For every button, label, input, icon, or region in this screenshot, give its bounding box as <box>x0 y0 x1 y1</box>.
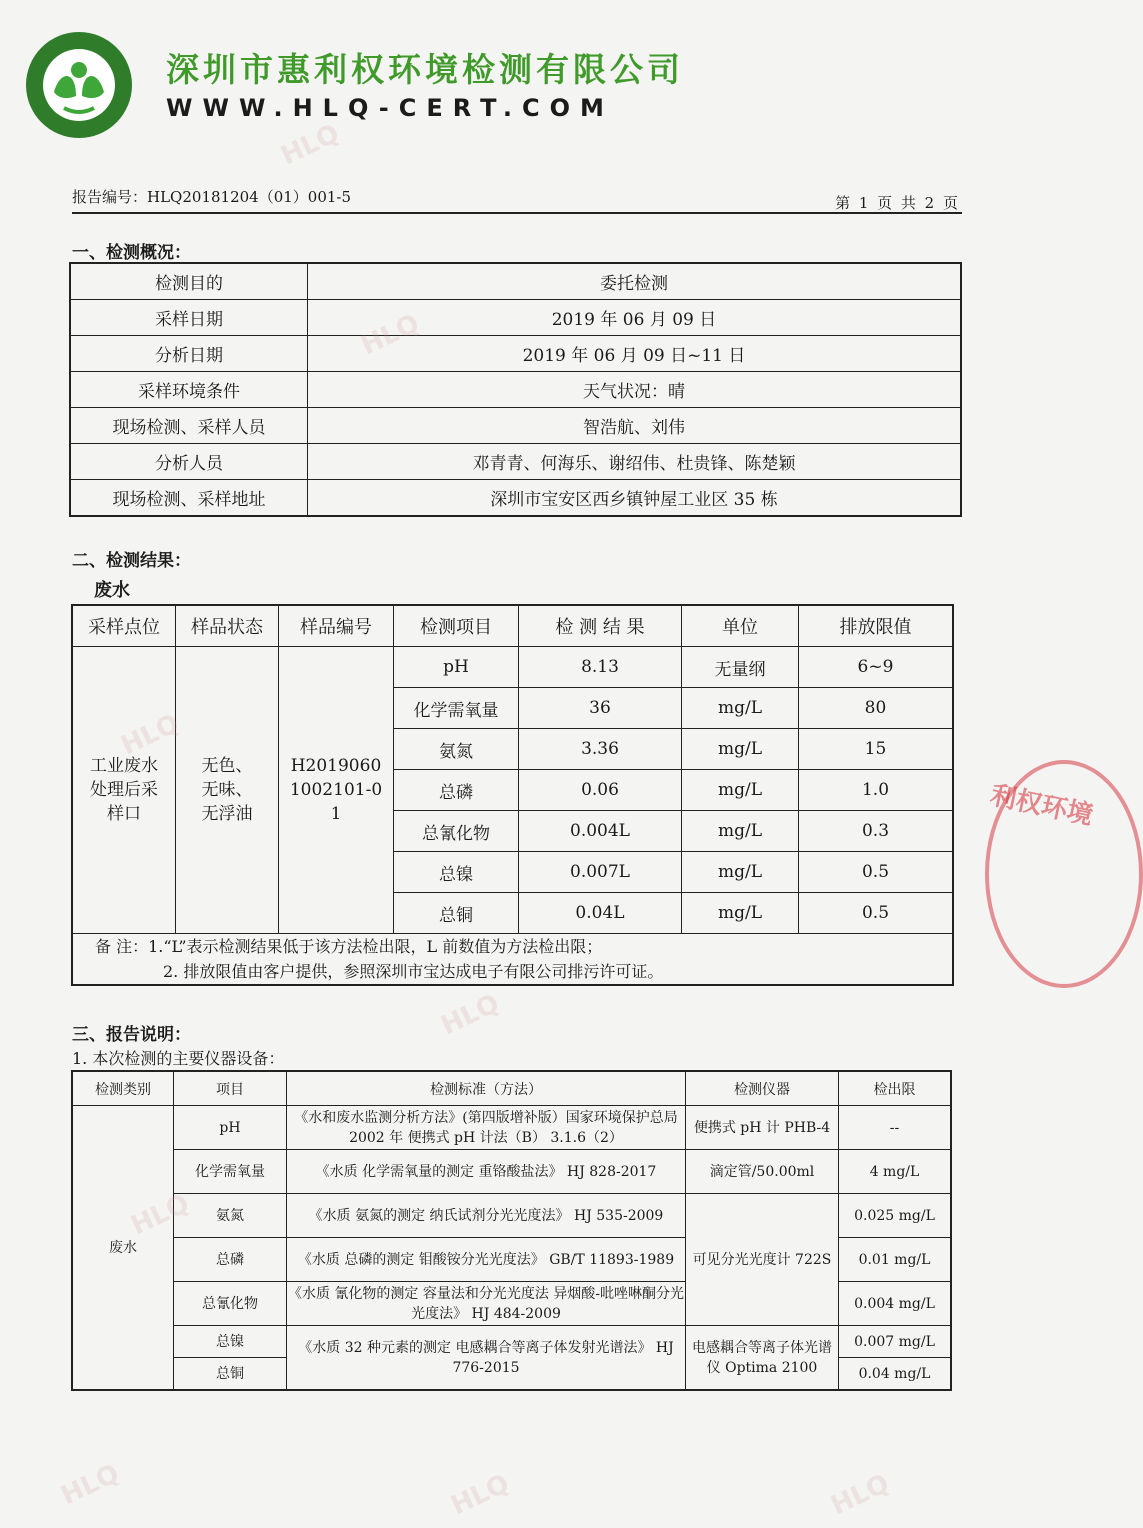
test-result: 0.007L <box>519 852 682 893</box>
test-item: 总磷 <box>174 1238 287 1282</box>
test-unit: 无量纲 <box>682 647 799 688</box>
watermark: HLQ <box>126 1188 194 1242</box>
table-row <box>72 1194 951 1238</box>
row-key: 分析日期 <box>70 336 308 372</box>
test-result: 8.13 <box>519 647 682 688</box>
table-row <box>70 480 961 517</box>
watermark: HLQ <box>56 1458 124 1512</box>
test-item: 总镍 <box>174 1326 287 1358</box>
sample-state: 无色、无味、无浮油 <box>176 647 279 934</box>
row-key: 检测目的 <box>70 263 308 300</box>
test-item: 总氰化物 <box>174 1282 287 1326</box>
row-value: 天气状况：晴 <box>308 372 962 408</box>
test-result: 0.004L <box>519 811 682 852</box>
test-instrument: 便携式 pH 计 PHB-4 <box>686 1106 839 1150</box>
note-2: 2. 排放限值由客户提供，参照深圳市宝达成电子有限公司排污许可证。 <box>163 962 664 981</box>
test-unit: mg/L <box>682 811 799 852</box>
test-unit: mg/L <box>682 770 799 811</box>
watermark: HLQ <box>446 1468 514 1522</box>
detection-limit: -- <box>839 1106 952 1150</box>
note-1: 备 注：1.“L”表示检测结果低于该方法检出限，L 前数值为方法检出限； <box>95 937 603 956</box>
detection-limit: 4 mg/L <box>839 1150 952 1194</box>
watermark: HLQ <box>276 118 344 172</box>
section3-subtitle: 1. 本次检测的主要仪器设备： <box>72 1049 285 1068</box>
test-unit: mg/L <box>682 852 799 893</box>
table-header-row <box>72 1071 951 1106</box>
test-category: 废水 <box>72 1106 174 1391</box>
detection-limit: 0.04 mg/L <box>839 1358 952 1391</box>
column-header: 检测仪器 <box>686 1071 839 1106</box>
test-item: 总磷 <box>394 770 519 811</box>
test-method: 《水质 氰化物的测定 容量法和分光光度法 异烟酸-吡唑啉酮分光光度法》 HJ 484-2009 <box>287 1282 686 1326</box>
table-row <box>70 263 961 300</box>
row-value: 委托检测 <box>308 263 962 300</box>
row-key: 采样日期 <box>70 300 308 336</box>
watermark: HLQ <box>436 988 504 1042</box>
column-header: 采样点位 <box>72 605 176 647</box>
table-row <box>72 1326 951 1358</box>
test-limit: 6~9 <box>799 647 954 688</box>
test-item: 化学需氧量 <box>174 1150 287 1194</box>
test-limit: 0.5 <box>799 893 954 934</box>
test-item: pH <box>394 647 519 688</box>
column-header: 检测标准（方法） <box>287 1071 686 1106</box>
test-limit: 0.5 <box>799 852 954 893</box>
column-header: 检 测 结 果 <box>519 605 682 647</box>
test-item: 氨氮 <box>174 1194 287 1238</box>
row-key: 分析人员 <box>70 444 308 480</box>
section3-title: 三、报告说明： <box>72 1025 191 1045</box>
stamp-text: 利权环境 <box>987 780 1096 832</box>
test-limit: 15 <box>799 729 954 770</box>
column-header: 样品编号 <box>279 605 394 647</box>
test-result: 36 <box>519 688 682 729</box>
row-value: 2019 年 06 月 09 日~11 日 <box>308 336 962 372</box>
test-limit: 80 <box>799 688 954 729</box>
test-method: 《水质 氨氮的测定 纳氏试剂分光光度法》 HJ 535-2009 <box>287 1194 686 1238</box>
section1-title: 一、检测概况： <box>72 243 191 263</box>
test-instrument: 电感耦合等离子体光谱仪 Optima 2100 <box>686 1326 839 1391</box>
test-method: 《水质 化学需氧量的测定 重铬酸盐法》 HJ 828-2017 <box>287 1150 686 1194</box>
table-row <box>70 408 961 444</box>
test-item: 氨氮 <box>394 729 519 770</box>
column-header: 检测类别 <box>72 1071 174 1106</box>
overview-table <box>69 262 962 517</box>
section2-subtitle: 废水 <box>94 580 130 601</box>
test-unit: mg/L <box>682 893 799 934</box>
test-result: 3.36 <box>519 729 682 770</box>
row-value: 2019 年 06 月 09 日 <box>308 300 962 336</box>
detection-limit: 0.007 mg/L <box>839 1326 952 1358</box>
column-header: 检测项目 <box>394 605 519 647</box>
table-row <box>70 300 961 336</box>
test-limit: 1.0 <box>799 770 954 811</box>
notes-row <box>72 934 953 986</box>
row-key: 采样环境条件 <box>70 372 308 408</box>
test-unit: mg/L <box>682 688 799 729</box>
company-logo-icon <box>24 30 134 140</box>
test-item: 总氰化物 <box>394 811 519 852</box>
column-header: 排放限值 <box>799 605 954 647</box>
watermark: HLQ <box>356 308 424 362</box>
sample-point: 工业废水处理后采样口 <box>72 647 176 934</box>
table-row <box>72 1150 951 1194</box>
test-item: pH <box>174 1106 287 1150</box>
test-method: 《水质 总磷的测定 钼酸铵分光光度法》 GB/T 11893-1989 <box>287 1238 686 1282</box>
page-info: 第 1 页 共 2 页 <box>835 194 960 212</box>
notes <box>72 934 953 986</box>
test-method: 《水和废水监测分析方法》(第四版增补版）国家环境保护总局 2002 年 便携式 pH 计法（B） 3.1.6（2） <box>287 1106 686 1150</box>
test-result: 0.04L <box>519 893 682 934</box>
row-value: 智浩航、刘伟 <box>308 408 962 444</box>
instrument-table <box>71 1070 952 1391</box>
test-limit: 0.3 <box>799 811 954 852</box>
table-row <box>70 336 961 372</box>
table-header-row <box>72 605 953 647</box>
report-line <box>72 184 962 214</box>
row-key: 现场检测、采样人员 <box>70 408 308 444</box>
watermark: HLQ <box>826 1468 894 1522</box>
test-unit: mg/L <box>682 729 799 770</box>
test-item: 总铜 <box>174 1358 287 1391</box>
row-value: 邓青青、何海乐、谢绍伟、杜贵锋、陈楚颖 <box>308 444 962 480</box>
column-header: 样品状态 <box>176 605 279 647</box>
column-header: 项目 <box>174 1071 287 1106</box>
sample-id: H20190601002101-01 <box>279 647 394 934</box>
test-item: 化学需氧量 <box>394 688 519 729</box>
row-key: 现场检测、采样地址 <box>70 480 308 517</box>
company-name: 深圳市惠利权环境检测有限公司 <box>166 50 684 89</box>
row-value: 深圳市宝安区西乡镇钟屋工业区 35 栋 <box>308 480 962 517</box>
report-number: 报告编号：HLQ20181204（01）001-5 <box>72 188 352 206</box>
test-item: 总铜 <box>394 893 519 934</box>
results-table <box>71 604 954 986</box>
test-method: 《水质 32 种元素的测定 电感耦合等离子体发射光谱法》 HJ 776-2015 <box>287 1326 686 1391</box>
table-row <box>72 1106 951 1150</box>
column-header: 检出限 <box>839 1071 952 1106</box>
watermark: HLQ <box>116 708 184 762</box>
table-row <box>72 647 953 688</box>
detection-limit: 0.01 mg/L <box>839 1238 952 1282</box>
detection-limit: 0.004 mg/L <box>839 1282 952 1326</box>
table-row <box>70 444 961 480</box>
table-row <box>70 372 961 408</box>
test-item: 总镍 <box>394 852 519 893</box>
detection-limit: 0.025 mg/L <box>839 1194 952 1238</box>
section2-title: 二、检测结果： <box>72 551 191 571</box>
test-result: 0.06 <box>519 770 682 811</box>
company-url: WWW.HLQ-CERT.COM <box>166 94 614 122</box>
test-instrument: 滴定管/50.00ml <box>686 1150 839 1194</box>
column-header: 单位 <box>682 605 799 647</box>
test-instrument: 可见分光光度计 722S <box>686 1194 839 1326</box>
